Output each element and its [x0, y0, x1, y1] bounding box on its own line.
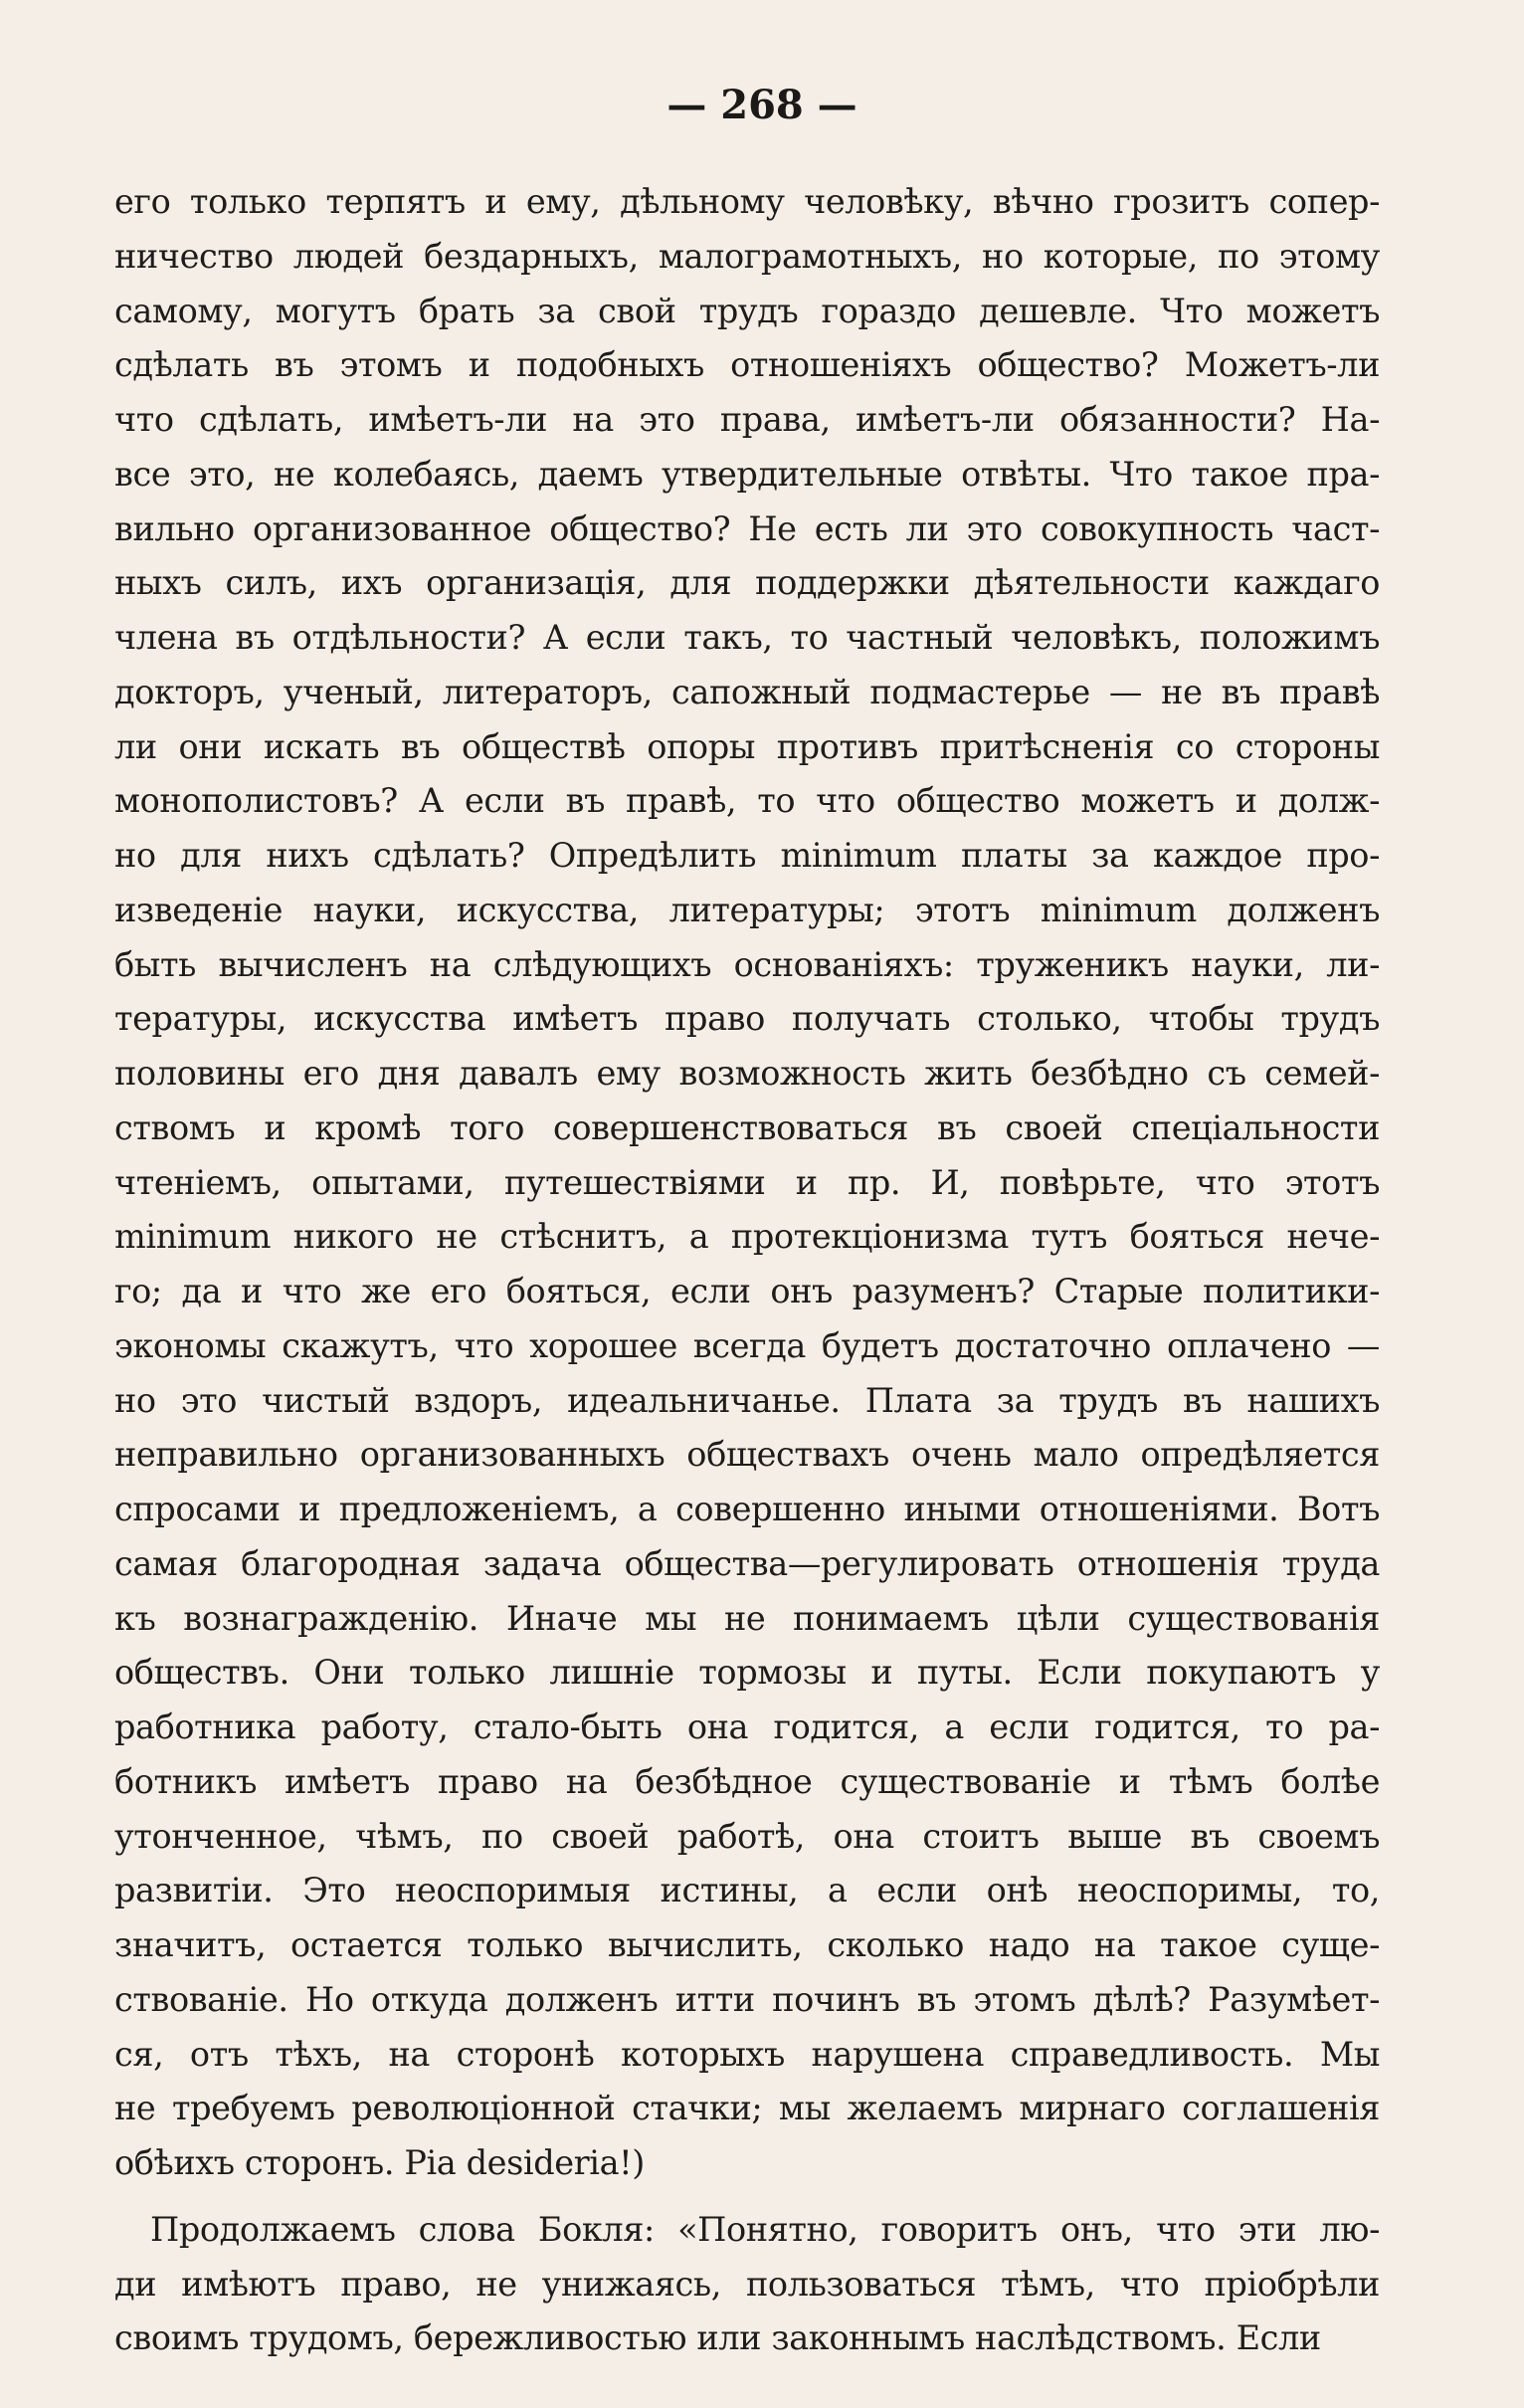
text-line: спросами и предложеніемъ, а совершенно иными отношеніями. Вотъ: [114, 1490, 1380, 1528]
text-line: быть вычисленъ на слѣдующихъ основаніяхъ: труженикъ науки, ли-: [114, 944, 1380, 984]
text-line: тературы, искусства имѣетъ право получать столько, чтобы трудъ: [114, 999, 1380, 1039]
text-line: все это, не колебаясь, даемъ утвердительные отвѣты. Что такое пра-: [114, 454, 1380, 494]
text-line: вильно организованное общество? Не есть ли это совокупность част-: [114, 508, 1380, 548]
text-line: изведеніе науки, искусства, литературы; этотъ minimum долженъ: [114, 890, 1380, 929]
text-line: ботникъ имѣетъ право на безбѣдное существованіе и тѣмъ болѣе: [114, 1761, 1380, 1801]
text-line: его только терпятъ и ему, дѣльному человѣку, вѣчно грозитъ сопер-: [114, 182, 1380, 221]
text-line: утонченное, чѣмъ, по своей работѣ, она стоитъ выше въ своемъ: [114, 1816, 1380, 1856]
paragraph-gap: [114, 2191, 1380, 2203]
text-line: ди имѣютъ право, не унижаясь, пользоваться тѣмъ, что пріобрѣли: [114, 2264, 1380, 2304]
body-text: [114, 175, 1380, 2366]
text-line: экономы скажутъ, что хорошее всегда будетъ достаточно оплачено —: [114, 1325, 1380, 1365]
text-line: ныхъ силъ, ихъ организація, для поддержки дѣятельности каждаго: [114, 563, 1380, 603]
text-line: самая благородная задача общества—регулировать отношенія труда: [114, 1543, 1380, 1583]
text-line: неправильно организованныхъ обществахъ очень мало опредѣляется: [114, 1435, 1380, 1475]
text-line: обществъ. Они только лишніе тормозы и путы. Если покупаютъ у: [114, 1653, 1380, 1693]
text-line: не требуемъ революціонной стачки; мы желаемъ мирнаго соглашенія: [114, 2089, 1380, 2128]
text-line: ствованіе. Но откуда долженъ итти починъ въ этомъ дѣлѣ? Разумѣет-: [114, 1979, 1380, 2019]
paragraph: [114, 2203, 1380, 2366]
text-line: работника работу, стало-быть она годится, а если годится, то ра-: [114, 1707, 1380, 1746]
text-line: Продолжаемъ слова Бокля: «Понятно, говоритъ онъ, что эти лю-: [150, 2209, 1380, 2249]
text-line: ся, отъ тѣхъ, на сторонѣ которыхъ нарушена справедливость. Мы: [114, 2034, 1380, 2074]
text-line: minimum никого не стѣснитъ, а протекціонизма тутъ бояться нече-: [114, 1217, 1380, 1257]
text-line: го; да и что же его бояться, если онъ разуменъ? Старые политики-: [114, 1272, 1380, 1310]
text-line: но это чистый вздоръ, идеальничанье. Плата за трудъ въ нашихъ: [114, 1380, 1380, 1420]
text-line: своимъ трудомъ, бережливостью или законнымъ наслѣдствомъ. Если: [114, 2318, 1321, 2358]
text-line: ли они искать въ обществѣ опоры противъ притѣсненія со стороны: [114, 726, 1380, 766]
text-line: къ вознагражденію. Иначе мы не понимаемъ цѣли существованія: [114, 1598, 1380, 1638]
text-line: ничество людей бездарныхъ, малограмотныхъ, но которые, по этому: [114, 236, 1380, 276]
text-line: докторъ, ученый, литераторъ, сапожный подмастерье — не въ правѣ: [114, 672, 1380, 711]
text-line: но для нихъ сдѣлать? Опредѣлить minimum платы за каждое про-: [114, 836, 1380, 875]
paragraph: [114, 175, 1380, 2191]
text-line: обѣихъ сторонъ. Pia desideria!): [114, 2143, 645, 2182]
text-line: половины его дня давалъ ему возможность жить безбѣдно съ семей-: [114, 1054, 1380, 1093]
text-line: развитіи. Это неоспоримыя истины, а если онѣ неоспоримы, то,: [114, 1871, 1380, 1910]
text-line: значитъ, остается только вычислить, сколько надо на такое суще-: [114, 1925, 1380, 1964]
text-line: что сдѣлать, имѣетъ-ли на это права, имѣетъ-ли обязанности? На-: [114, 400, 1380, 439]
text-line: члена въ отдѣльности? А если такъ, то частный человѣкъ, положимъ: [114, 618, 1380, 657]
text-line: сдѣлать въ этомъ и подобныхъ отношеніяхъ общество? Можетъ-ли: [114, 345, 1380, 385]
text-line: самому, могутъ брать за свой трудъ гораздо дешевле. Что можетъ: [114, 291, 1380, 330]
text-line: чтеніемъ, опытами, путешествіями и пр. И, повѣрьте, что этотъ: [114, 1162, 1380, 1202]
text-line: монополистовъ? А если въ правѣ, то что общество можетъ и долж-: [114, 781, 1380, 821]
page-number: — 268 —: [667, 82, 857, 128]
text-line: ствомъ и кромѣ того совершенствоваться въ своей спеціальности: [114, 1107, 1380, 1147]
